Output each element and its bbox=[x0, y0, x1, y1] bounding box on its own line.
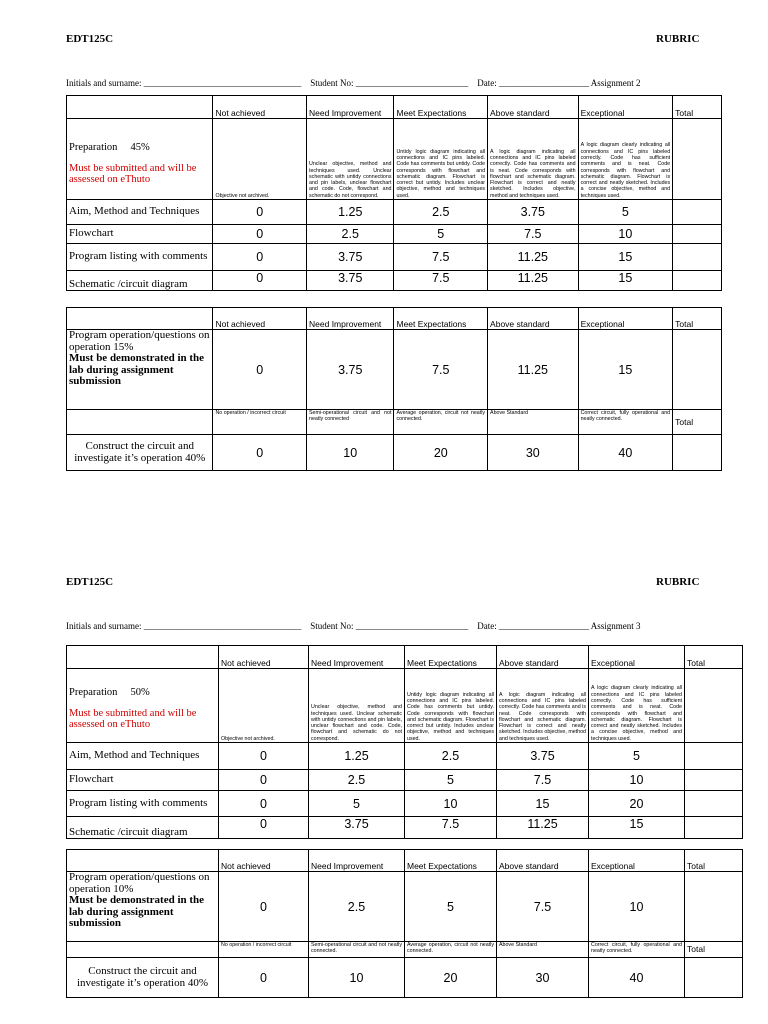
col-above-standard: Above standard bbox=[488, 96, 579, 119]
col-not-achieved: Not achieved bbox=[213, 308, 307, 330]
col-need-improvement: Need Improvement bbox=[307, 308, 394, 330]
student-no-label: Student No: bbox=[310, 621, 354, 631]
score-cell: 40 bbox=[578, 435, 673, 471]
score-cell: 7.5 bbox=[405, 817, 497, 839]
score-cell: 40 bbox=[589, 958, 685, 998]
submission-note: Must be submitted and will be assessed on eThuto bbox=[69, 708, 197, 730]
row-label-program-listing: Program listing with comments bbox=[67, 244, 213, 271]
prep-desc-exceptional: A logic diagram clearly indicating all connections and IC pins labeled correctly. Code has sufficient comments and is neat. Code corresponds with flowchart and schematic diagram. Flowchart is correct and neatly sketched. Includes a concise objective, method and techniques used. bbox=[578, 119, 673, 200]
circuit-desc-above-standard: Above Standard bbox=[488, 410, 579, 435]
assignment2-preparation-table bbox=[66, 95, 722, 291]
date-label: Date: bbox=[477, 78, 497, 88]
date-field[interactable]: ____________________ bbox=[499, 621, 589, 631]
col-total: Total bbox=[685, 942, 743, 958]
student-no-field[interactable]: _________________________ bbox=[355, 621, 469, 631]
corner-cell bbox=[67, 646, 219, 669]
score-cell: 3.75 bbox=[307, 271, 394, 291]
initials-field[interactable]: ___________________________________ bbox=[143, 621, 302, 631]
info-line bbox=[66, 78, 706, 88]
score-cell: 5 bbox=[394, 225, 488, 244]
operation-label: Program operation/questions on operation 15% bbox=[69, 329, 210, 353]
score-cell: 1.25 bbox=[309, 743, 405, 770]
col-total: Total bbox=[673, 308, 722, 330]
total-cell[interactable] bbox=[673, 225, 722, 244]
blank-cell bbox=[67, 410, 213, 435]
preparation-label: Preparation bbox=[69, 687, 118, 698]
preparation-cell bbox=[67, 119, 213, 200]
total-cell[interactable] bbox=[685, 743, 743, 770]
preparation-percent: 45% bbox=[130, 141, 150, 153]
col-above-standard: Above standard bbox=[488, 308, 579, 330]
circuit-desc-need-improvement: Semi-operational circuit and not neatly connected. bbox=[309, 942, 405, 958]
total-cell[interactable] bbox=[673, 330, 722, 410]
score-cell: 1.25 bbox=[307, 200, 394, 225]
col-meet-expectations: Meet Expectations bbox=[405, 850, 497, 872]
score-cell: 0 bbox=[213, 200, 307, 225]
score-cell: 7.5 bbox=[497, 770, 589, 791]
col-meet-expectations: Meet Expectations bbox=[394, 308, 488, 330]
date-label: Date: bbox=[477, 621, 497, 631]
score-cell: 2.5 bbox=[307, 225, 394, 244]
prep-desc-not-achieved: Objective not archived. bbox=[213, 119, 307, 200]
score-cell: 15 bbox=[578, 271, 673, 291]
col-meet-expectations: Meet Expectations bbox=[394, 96, 488, 119]
prep-desc-above-standard: A logic diagram indicating all connections and IC pins labeled correctly. Code has comments and is neat. Code corresponds with flowchart and schematic diagram. Flowchart is correct and neatly sketched. Includes objective, method and techniques used. bbox=[497, 669, 589, 743]
construct-label: Construct the circuit and investigate it’s operation 40% bbox=[67, 958, 219, 998]
score-cell: 7.5 bbox=[497, 872, 589, 942]
circuit-desc-not-achieved: No operation / incorrect circuit bbox=[213, 410, 307, 435]
score-cell: 11.25 bbox=[488, 330, 579, 410]
prep-total-cell[interactable] bbox=[673, 119, 722, 200]
preparation-label: Preparation bbox=[69, 141, 118, 153]
initials-field[interactable]: ___________________________________ bbox=[143, 78, 302, 88]
score-cell: 0 bbox=[213, 271, 307, 291]
score-cell: 2.5 bbox=[309, 770, 405, 791]
initials-label: Initials and surname: bbox=[66, 78, 142, 88]
score-cell: 20 bbox=[589, 791, 685, 817]
score-cell: 15 bbox=[589, 817, 685, 839]
prep-desc-above-standard: A logic diagram indicating all connections and IC pins labeled correctly. Code has comments and is neat. Code corresponds with flowchart and schematic diagram. Flowchart is correct and neatly sketched. Includes objective, method and techniques used. bbox=[488, 119, 579, 200]
prep-desc-meet-expectations: Untidy logic diagram indicating all connections and IC pins labeled. Code has comments but untidy. Code corresponds with flowchart and schematic diagram. Flowchart is correct but untidy. Includes unclear objective, method and techniques used. bbox=[405, 669, 497, 743]
circuit-desc-not-achieved: No operation / incorrect circuit bbox=[219, 942, 309, 958]
score-cell: 3.75 bbox=[307, 244, 394, 271]
score-cell: 0 bbox=[219, 958, 309, 998]
preparation-percent: 50% bbox=[130, 687, 150, 698]
score-cell: 30 bbox=[497, 958, 589, 998]
prep-desc-need-improvement: Unclear objective, method and techniques used. Unclear schematic with untidy connections and pin labels, unclear flowchart and code. Code, flowchart and schematic do not correspond. bbox=[309, 669, 405, 743]
score-cell: 3.75 bbox=[488, 200, 579, 225]
col-not-achieved: Not achieved bbox=[219, 850, 309, 872]
total-cell[interactable] bbox=[673, 271, 722, 291]
col-total: Total bbox=[673, 96, 722, 119]
prep-desc-meet-expectations: Untidy logic diagram indicating all connections and IC pins labeled. Code has comments but untidy. Code corresponds with flowchart and schematic diagram. Flowchart is correct but untidy. Includes unclear objective, method and techniques used. bbox=[394, 119, 488, 200]
row-label-aim: Aim, Method and Techniques bbox=[67, 200, 213, 225]
row-label-flowchart: Flowchart bbox=[67, 770, 219, 791]
score-cell: 3.75 bbox=[307, 330, 394, 410]
col-exceptional: Exceptional bbox=[589, 850, 685, 872]
prep-desc-exceptional: A logic diagram clearly indicating all connections and IC pins labeled correctly. Code has sufficient comments and is neat. Code corresponds with flowchart and schematic diagram. Flowchart is correct and neatly sketched. Includes a concise objective, method and techniques used. bbox=[589, 669, 685, 743]
col-above-standard: Above standard bbox=[497, 850, 589, 872]
demonstration-note: Must be demonstrated in the lab during assignment submission bbox=[69, 352, 205, 387]
row-label-program-listing: Program listing with comments bbox=[67, 791, 219, 817]
score-cell: 0 bbox=[213, 244, 307, 271]
col-exceptional: Exceptional bbox=[578, 308, 673, 330]
score-cell: 11.25 bbox=[497, 817, 589, 839]
student-no-label: Student No: bbox=[310, 78, 354, 88]
score-cell: 10 bbox=[578, 225, 673, 244]
total-cell[interactable] bbox=[685, 872, 743, 942]
total-cell[interactable] bbox=[685, 958, 743, 998]
prep-desc-not-achieved: Objective not archived. bbox=[219, 669, 309, 743]
score-cell: 2.5 bbox=[309, 872, 405, 942]
assignment-label: Assignment 3 bbox=[590, 621, 641, 631]
col-total: Total bbox=[685, 850, 743, 872]
score-cell: 10 bbox=[589, 770, 685, 791]
total-cell[interactable] bbox=[673, 435, 722, 471]
col-above-standard: Above standard bbox=[497, 646, 589, 669]
student-no-field[interactable]: _________________________ bbox=[355, 78, 469, 88]
corner-cell bbox=[67, 308, 213, 330]
score-cell: 7.5 bbox=[394, 244, 488, 271]
col-need-improvement: Need Improvement bbox=[307, 96, 394, 119]
assignment3-preparation-table bbox=[66, 645, 743, 839]
operation-cell bbox=[67, 872, 219, 942]
score-cell: 30 bbox=[488, 435, 579, 471]
score-cell: 0 bbox=[219, 770, 309, 791]
score-cell: 5 bbox=[405, 872, 497, 942]
score-cell: 2.5 bbox=[394, 200, 488, 225]
demonstration-note: Must be demonstrated in the lab during assignment submission bbox=[69, 894, 205, 929]
row-label-flowchart: Flowchart bbox=[67, 225, 213, 244]
assignment2-operation-table bbox=[66, 307, 722, 471]
score-cell: 3.75 bbox=[497, 743, 589, 770]
score-cell: 20 bbox=[394, 435, 488, 471]
score-cell: 0 bbox=[219, 817, 309, 839]
col-not-achieved: Not achieved bbox=[219, 646, 309, 669]
col-meet-expectations: Meet Expectations bbox=[405, 646, 497, 669]
operation-cell bbox=[67, 330, 213, 410]
rubric-title: RUBRIC bbox=[656, 33, 700, 45]
circuit-desc-meet-expectations: Average operation, circuit not neatly connected. bbox=[405, 942, 497, 958]
total-cell[interactable] bbox=[685, 817, 743, 839]
assignment3-operation-table bbox=[66, 849, 743, 998]
score-cell: 15 bbox=[497, 791, 589, 817]
row-label-schematic: Schematic /circuit diagram bbox=[67, 817, 219, 839]
total-cell[interactable] bbox=[673, 200, 722, 225]
circuit-desc-meet-expectations: Average operation, circuit not neatly connected. bbox=[394, 410, 488, 435]
score-cell: 3.75 bbox=[309, 817, 405, 839]
rubric-title: RUBRIC bbox=[656, 576, 700, 588]
info-line bbox=[66, 621, 726, 631]
score-cell: 15 bbox=[578, 330, 673, 410]
circuit-desc-exceptional: Correct circuit, fully operational and neatly connected. bbox=[589, 942, 685, 958]
col-total: Total bbox=[685, 646, 743, 669]
score-cell: 0 bbox=[219, 743, 309, 770]
col-exceptional: Exceptional bbox=[578, 96, 673, 119]
course-code: EDT125C bbox=[66, 33, 114, 45]
corner-cell bbox=[67, 850, 219, 872]
score-cell: 10 bbox=[307, 435, 394, 471]
col-total: Total bbox=[673, 410, 722, 435]
col-exceptional: Exceptional bbox=[589, 646, 685, 669]
circuit-desc-exceptional: Correct circuit, fully operational and neatly connected. bbox=[578, 410, 673, 435]
score-cell: 15 bbox=[578, 244, 673, 271]
score-cell: 0 bbox=[213, 225, 307, 244]
col-need-improvement: Need Improvement bbox=[309, 646, 405, 669]
score-cell: 10 bbox=[589, 872, 685, 942]
total-cell[interactable] bbox=[673, 244, 722, 271]
total-cell[interactable] bbox=[685, 791, 743, 817]
date-field[interactable]: ____________________ bbox=[499, 78, 589, 88]
score-cell: 7.5 bbox=[394, 330, 488, 410]
score-cell: 0 bbox=[219, 872, 309, 942]
score-cell: 10 bbox=[309, 958, 405, 998]
score-cell: 5 bbox=[309, 791, 405, 817]
score-cell: 0 bbox=[213, 435, 307, 471]
circuit-desc-need-improvement: Semi-operational circuit and not neatly connected bbox=[307, 410, 394, 435]
course-code: EDT125C bbox=[66, 576, 114, 588]
corner-cell bbox=[67, 96, 213, 119]
initials-label: Initials and surname: bbox=[66, 621, 142, 631]
construct-label: Construct the circuit and investigate it’s operation 40% bbox=[67, 435, 213, 471]
score-cell: 7.5 bbox=[488, 225, 579, 244]
score-cell: 0 bbox=[213, 330, 307, 410]
row-label-schematic: Schematic /circuit diagram bbox=[67, 271, 213, 291]
score-cell: 0 bbox=[219, 791, 309, 817]
assignment-label: Assignment 2 bbox=[590, 78, 641, 88]
circuit-desc-above-standard: Above Standard bbox=[497, 942, 589, 958]
score-cell: 5 bbox=[589, 743, 685, 770]
operation-label: Program operation/questions on operation 10% bbox=[69, 871, 210, 895]
score-cell: 7.5 bbox=[394, 271, 488, 291]
score-cell: 11.25 bbox=[488, 271, 579, 291]
blank-cell bbox=[67, 942, 219, 958]
score-cell: 10 bbox=[405, 791, 497, 817]
score-cell: 20 bbox=[405, 958, 497, 998]
preparation-cell bbox=[67, 669, 219, 743]
col-need-improvement: Need Improvement bbox=[309, 850, 405, 872]
score-cell: 11.25 bbox=[488, 244, 579, 271]
row-label-aim: Aim, Method and Techniques bbox=[67, 743, 219, 770]
submission-note: Must be submitted and will be assessed on eThuto bbox=[69, 162, 197, 185]
score-cell: 5 bbox=[578, 200, 673, 225]
col-not-achieved: Not achieved bbox=[213, 96, 307, 119]
total-cell[interactable] bbox=[685, 770, 743, 791]
prep-desc-need-improvement: Unclear objective, method and techniques used. Unclear schematic with untidy connections and pin labels, unclear flowchart and code. Code, flowchart and schematic do not correspond. bbox=[307, 119, 394, 200]
score-cell: 2.5 bbox=[405, 743, 497, 770]
score-cell: 5 bbox=[405, 770, 497, 791]
prep-total-cell[interactable] bbox=[685, 669, 743, 743]
